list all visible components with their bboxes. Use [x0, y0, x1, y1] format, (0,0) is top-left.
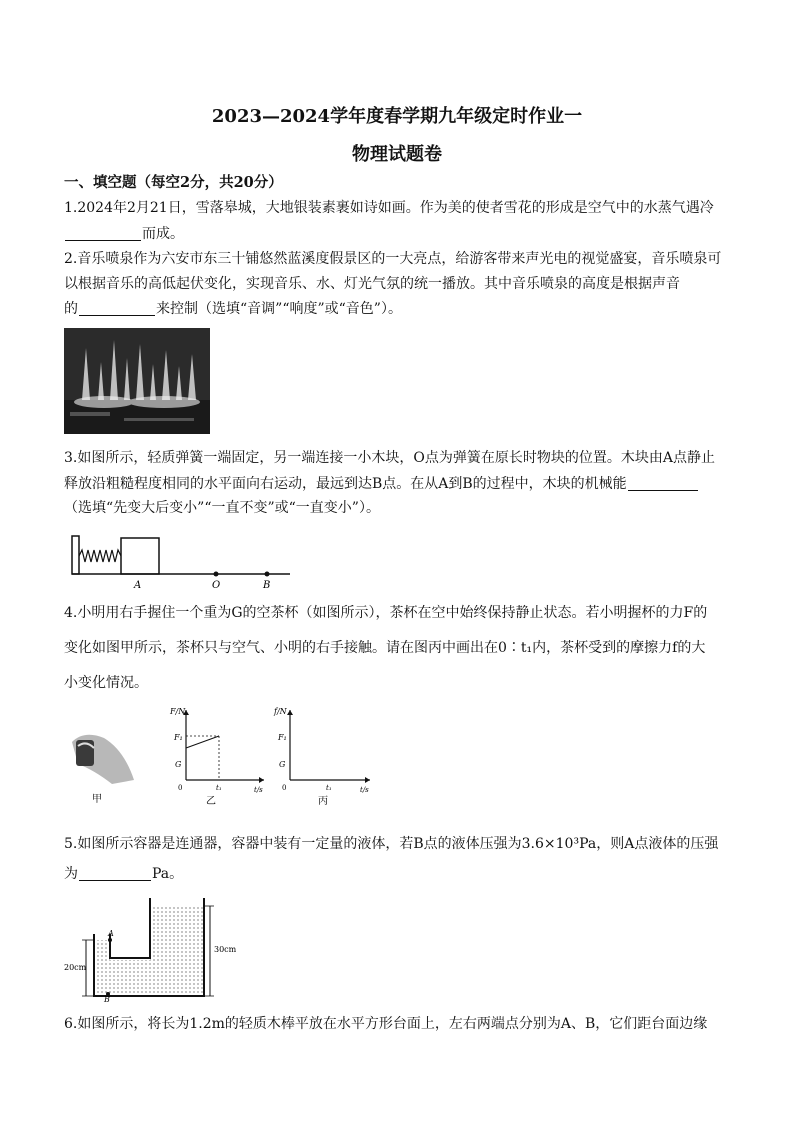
- fountain-photo: [64, 328, 210, 434]
- q3-line-1: 3.如图所示，轻质弹簧一端固定，另一端连接一小木块，O点为弹簧在原长时物块的位置。木块由A点静止: [64, 450, 715, 466]
- q2-line-3: 的 来控制（选填“音调”“响度”或“音色”）。: [64, 301, 402, 317]
- q5-answer-blank[interactable]: [79, 866, 151, 881]
- dimension-20cm: 20cm: [64, 963, 87, 972]
- q1-answer-blank[interactable]: [65, 226, 141, 241]
- label-o: O: [212, 580, 221, 590]
- f1-label-yi: F₁: [174, 733, 183, 742]
- t-axis-label-bing: t/s: [360, 786, 369, 794]
- label-yi: 乙: [206, 796, 216, 807]
- dimension-30cm: 30cm: [214, 945, 237, 954]
- cup-graphs-figure: [64, 700, 384, 810]
- origin-label-bing: 0: [282, 784, 287, 792]
- q3-line-3: （选填“先变大后变小”“一直不变”或“一直变小”）。: [64, 500, 380, 516]
- g-label-yi: G: [175, 760, 182, 769]
- y-axis-label-bing: f/N: [274, 707, 287, 716]
- point-b-label: B: [104, 995, 110, 1002]
- label-bing: 丙: [318, 796, 328, 807]
- label-a: A: [134, 580, 142, 590]
- q3-answer-blank[interactable]: [628, 476, 698, 491]
- t1-label-bing: t₁: [326, 784, 332, 792]
- q5-line-1: 5.如图所示容器是连通器，容器中装有一定量的液体，若B点的液体压强为3.6×10³Pa，则A点液体的压强: [64, 836, 719, 852]
- t1-label-yi: t₁: [216, 784, 222, 792]
- q6-line-1: 6.如图所示，将长为1.2m的轻质木棒平放在水平方形台面上，左右两端点分别为A、B，它们距台面边缘: [64, 1016, 708, 1032]
- q2-line-2: 以根据音乐的高低起伏变化，实现音乐、水、灯光气氛的统一播放。其中音乐喷泉的高度是根据声音: [64, 276, 680, 292]
- q4-line-3: 小变化情况。: [64, 675, 148, 691]
- g-label-bing: G: [279, 760, 286, 769]
- y-axis-label-yi: F/N: [170, 707, 186, 716]
- q4-line-2: 变化如图甲所示，茶杯只与空气、小明的右手接触。请在图丙中画出在0∶t₁内，茶杯受到的摩擦力f的大: [64, 640, 706, 656]
- q2-answer-blank[interactable]: [79, 301, 155, 316]
- graph-bing: [273, 707, 370, 807]
- graph-yi: [169, 707, 264, 807]
- label-b: B: [263, 580, 271, 590]
- q4-line-1: 4.小明用右手握住一个重为G的空茶杯（如图所示），茶杯在空中始终保持静止状态。若小明握杯的力F的: [64, 605, 708, 621]
- spring-figure: [64, 530, 294, 590]
- q1-line-2: 而成。: [64, 224, 734, 244]
- q1-line-1: 1.2024年2月21日，雪落皋城，大地银装素裹如诗如画。作为美的使者雪花的形成是空气中的水蒸气遇冷: [64, 200, 714, 216]
- q5-line-2: 为 Pa。: [64, 866, 184, 882]
- label-jia: 甲: [92, 794, 102, 805]
- q3-line-2: 释放沿粗糙程度相同的水平面向右运动，最远到达B点。在从A到B的过程中，木块的机械能: [64, 474, 734, 494]
- point-a-label: A: [108, 929, 114, 938]
- exam-title: 2023—2024学年度春学期九年级定时作业一: [211, 106, 583, 127]
- origin-label-yi: 0: [178, 784, 183, 792]
- f1-label-bing: F₁: [278, 733, 287, 742]
- hand-cup-illustration: [72, 735, 134, 784]
- section-heading: 一、填空题（每空2分，共20分）: [64, 174, 283, 191]
- exam-subtitle: 物理试题卷: [352, 144, 442, 165]
- q2-line-1: 2.音乐喷泉作为六安市东三十铺悠然蓝溪度假景区的一大亮点，给游客带来声光电的视觉盛宴，音乐喷泉可: [64, 251, 722, 267]
- t-axis-label-yi: t/s: [254, 786, 263, 794]
- container-figure: [64, 894, 244, 1002]
